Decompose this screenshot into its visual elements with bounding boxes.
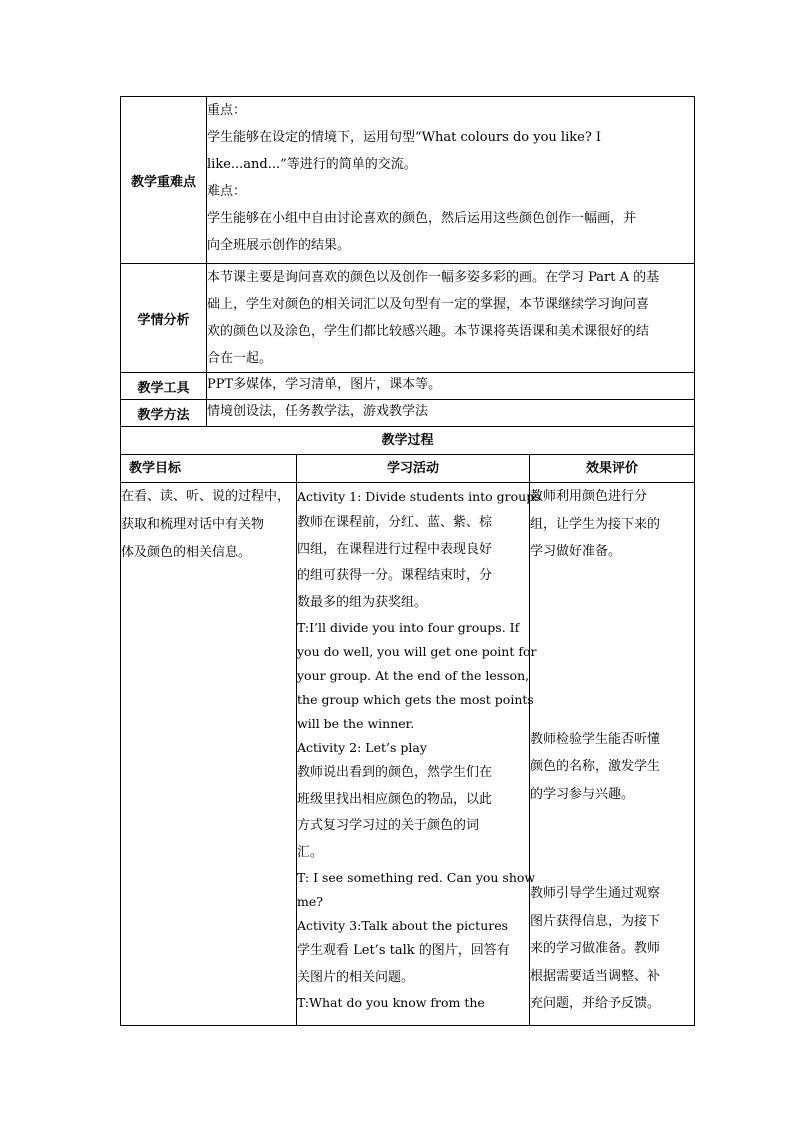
activity-2-line-1: 教师说出看到的颜色，然学生们在 bbox=[297, 765, 493, 780]
evaluation-2-line-1: 教师检验学生能否听懂 bbox=[530, 731, 661, 747]
key-difficult-label: 教学重难点 bbox=[121, 97, 207, 264]
row-process-headers bbox=[121, 455, 695, 483]
header-activity: 学习活动 bbox=[297, 455, 530, 483]
evaluation-3-line-4: 根据需要适当调整、补 bbox=[530, 968, 661, 984]
evaluation-spacer-1 bbox=[530, 566, 694, 726]
activity-2-line-3: 方式复习学习过的关于颜色的词 bbox=[297, 818, 480, 833]
activity-2-line-2: 班级里找出相应颜色的物品，以此 bbox=[297, 791, 493, 807]
row-tools bbox=[121, 373, 695, 400]
activity-cell bbox=[297, 483, 541, 1026]
learner-analysis-label: 学情分析 bbox=[121, 264, 207, 373]
activity-1-teacher-line-1: T:I’ll divide you into four groups. If bbox=[297, 620, 520, 635]
key-point-line-1: 学生能够在设定的情境下，运用句型“What colours do you like? I bbox=[207, 130, 602, 145]
row-learner-analysis bbox=[121, 264, 695, 373]
evaluation-3-line-3: 来的学习做准备。教师 bbox=[530, 941, 661, 956]
activity-1-title: Activity 1: Divide students into groups bbox=[297, 489, 541, 504]
difficult-point-line-1: 学生能够在小组中自由讨论喜欢的颜色，然后运用这些颜色创作一幅画，并 bbox=[207, 211, 637, 226]
row-process-body bbox=[121, 483, 695, 1026]
row-methods bbox=[121, 400, 695, 427]
header-evaluation: 效果评价 bbox=[530, 455, 695, 483]
goal-line-3: 体及颜色的相关信息。 bbox=[121, 545, 252, 560]
evaluation-1-line-1: 教师利用颜色进行分 bbox=[530, 489, 648, 504]
activity-1-teacher-line-4: the group which gets the most points bbox=[297, 692, 534, 707]
activity-1-line-3: 的组可获得一分。课程结束时，分 bbox=[297, 568, 493, 583]
key-difficult-content bbox=[207, 97, 695, 264]
activity-1-line-4: 数最多的组为获奖组。 bbox=[297, 594, 428, 610]
evaluation-3-line-2: 图片获得信息，为接下 bbox=[530, 913, 661, 929]
activity-1-teacher-line-2: you do well, you will get one point for bbox=[297, 644, 537, 659]
goal-line-2: 获取和梳理对话中有关物 bbox=[121, 517, 265, 532]
evaluation-1-line-2: 组，让学生为接下来的 bbox=[530, 516, 661, 532]
activity-3-line-1: 学生观看 Let’s talk 的图片，回答有 bbox=[297, 943, 510, 958]
difficult-point-line-2: 向全班展示创作的结果。 bbox=[207, 238, 351, 253]
learner-analysis-line-4: 合在一起。 bbox=[207, 351, 273, 366]
activity-3-teacher-line-1: T:What do you know from the bbox=[297, 995, 485, 1010]
activity-1-line-2: 四组，在课程进行过程中表现良好 bbox=[297, 541, 493, 557]
key-point-line-2: like...and...”等进行的简单的交流。 bbox=[207, 157, 417, 172]
row-process-title bbox=[121, 427, 695, 455]
evaluation-3-line-1: 教师引导学生通过观察 bbox=[530, 886, 661, 901]
learner-analysis-line-1: 本节课主要是询问喜欢的颜色以及创作一幅多姿多彩的画。在学习 Part A 的基 bbox=[207, 270, 660, 285]
goal-line-1: 在看、读、听、说的过程中， bbox=[121, 489, 291, 504]
goal-cell bbox=[121, 483, 297, 1026]
row-key-difficult bbox=[121, 97, 695, 264]
tools-content: PPT多媒体，学习清单，图片，课本等。 bbox=[207, 373, 695, 400]
activity-1-line-1: 教师在课程前，分红、蓝、紫、棕 bbox=[297, 515, 493, 530]
difficult-point-heading: 难点： bbox=[207, 184, 247, 199]
evaluation-1-line-3: 学习做好准备。 bbox=[530, 544, 622, 559]
header-goal: 教学目标 bbox=[121, 455, 297, 483]
activity-1-teacher-line-3: your group. At the end of the lesson, bbox=[297, 668, 530, 683]
tools-label: 教学工具 bbox=[121, 373, 207, 400]
evaluation-3-line-5: 充问题，并给予反馈。 bbox=[530, 996, 661, 1011]
key-point-heading: 重点： bbox=[207, 103, 247, 118]
process-title: 教学过程 bbox=[121, 427, 695, 455]
learner-analysis-line-2: 础上，学生对颜色的相关词汇以及句型有一定的掌握，本节课继续学习询问喜 bbox=[207, 297, 650, 312]
activity-2-title: Activity 2: Let’s play bbox=[297, 740, 427, 755]
activity-2-line-4: 汇。 bbox=[297, 844, 324, 860]
activity-2-teacher-line-2: me? bbox=[297, 894, 323, 909]
activity-2-teacher-line-1: T: I see something red. Can you show bbox=[297, 870, 536, 885]
evaluation-2-line-2: 颜色的名称，激发学生 bbox=[530, 759, 661, 774]
activity-1-teacher-line-5: will be the winner. bbox=[297, 716, 415, 731]
evaluation-cell bbox=[530, 483, 695, 1026]
learner-analysis-line-3: 欢的颜色以及涂色，学生们都比较感兴趣。本节课将英语课和美术课很好的结 bbox=[207, 324, 650, 339]
evaluation-spacer-2 bbox=[530, 808, 694, 880]
activity-3-title: Activity 3:Talk about the pictures bbox=[297, 918, 509, 933]
methods-content: 情境创设法，任务教学法，游戏教学法 bbox=[207, 400, 695, 427]
activity-3-line-2: 关图片的相关问题。 bbox=[297, 969, 415, 985]
learner-analysis-content bbox=[207, 264, 695, 373]
lesson-plan-table bbox=[120, 96, 695, 1026]
evaluation-2-line-3: 的学习参与兴趣。 bbox=[530, 786, 635, 802]
methods-label: 教学方法 bbox=[121, 400, 207, 427]
